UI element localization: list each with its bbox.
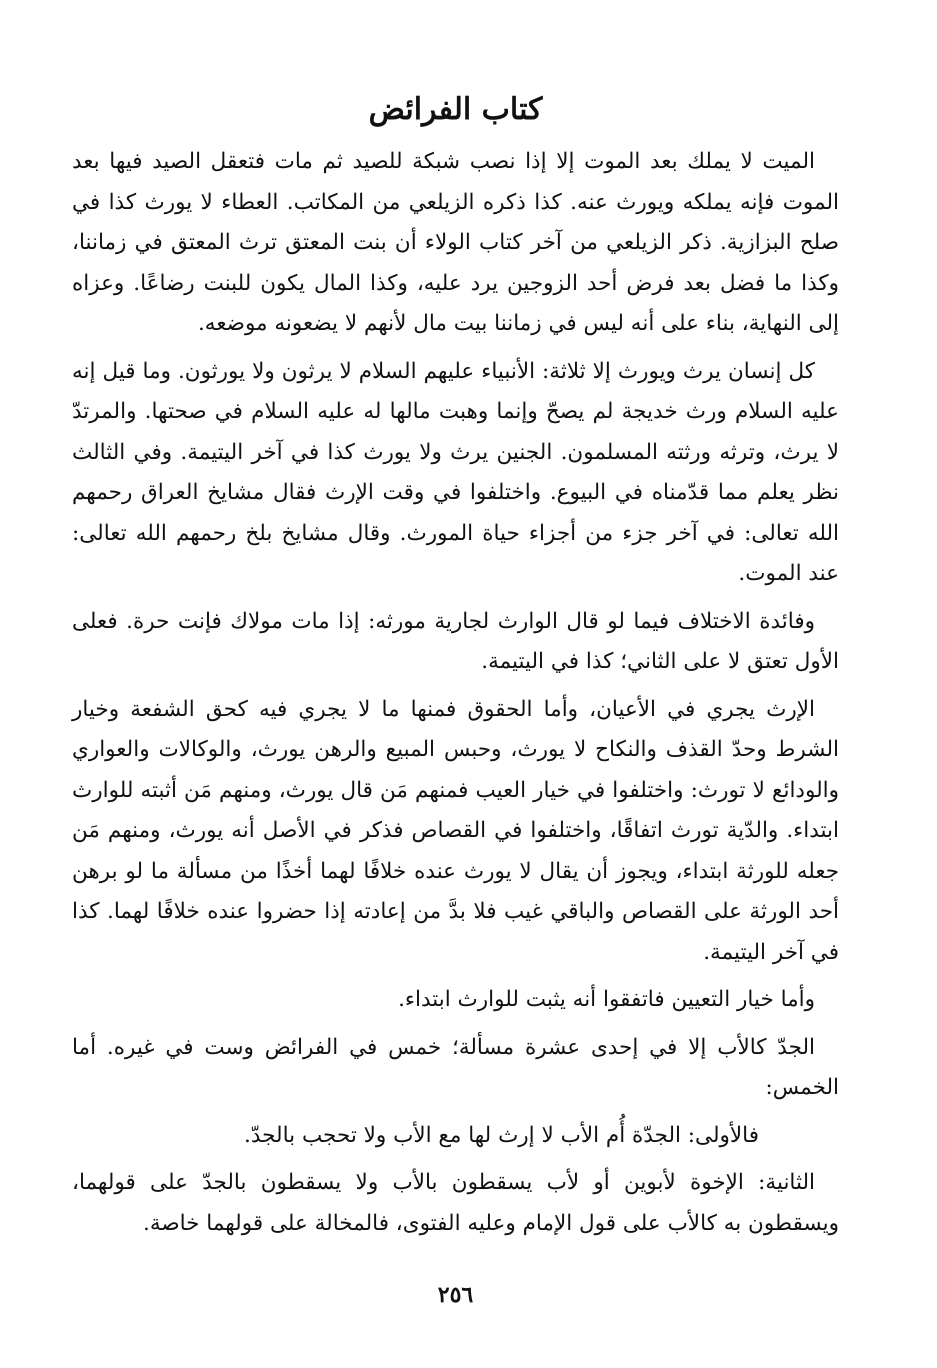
page-number: ٢٥٦ xyxy=(437,1282,474,1308)
document-page xyxy=(72,86,839,1308)
chapter-title: كتاب الفرائض xyxy=(368,92,543,127)
paragraph-inheritance-after-death: الميت لا يملك بعد الموت إلا إذا نصب شبكة للصيد ثم مات فتعقل الصيد فيها بعد الموت فإنه يملكه ويورث عنه. كذا ذكره الزيلعي من المكاتب. العطاء لا يورث كذا في صلح البزازية. ذكر الزيلعي من آخر كتاب الولاء أن بنت المعتق ترث المعتق في زماننا، وكذا ما فضل بعد فرض أحد الزوجين يرد عليه، وكذا المال يكون للبنت رضاعًا. وعزاه إلى النهاية، بناء على أنه ليس في زماننا بيت مال لأنهم لا يضعونه موضعه. xyxy=(72,149,839,336)
paragraph-second-case: الثانية: الإخوة لأبوين أو لأب يسقطون بالأب ولا يسقطون بالجدّ على قولهما، ويسقطون به كالأب على قول الإمام وعليه الفتوى، فالمخالة على قولهما خاصة. xyxy=(72,1170,839,1236)
paragraph-option-of-selection: وأما خيار التعيين فاتفقوا أنه يثبت للوارث ابتداء. xyxy=(398,987,815,1012)
paragraph-first-case: فالأولى: الجدّة أُم الأب لا إرث لها مع الأب ولا تحجب بالجدّ. xyxy=(244,1122,759,1148)
paragraph-who-inherits: كل إنسان يرث ويورث إلا ثلاثة: الأنبياء عليهم السلام لا يرثون ولا يورثون. وما قيل إنه عليه السلام ورث خديجة لم يصحّ وإنما وهبت مالها له عليه السلام في صحتها. والمرتدّ لا يرث، وترثه ورثته المسلمون. الجنين يرث ولا يورث كذا في آخر اليتيمة. وفي الثالث نظر يعلم مما قدّمناه في البيوع. واختلفوا في وقت الإرث فقال مشايخ العراق رحمهم الله تعالى: في آخر جزء من أجزاء حياة المورث. وقال مشايخ بلخ رحمهم الله تعالى: عند الموت. xyxy=(72,358,839,586)
paragraph-inheritance-of-rights: الإرث يجري في الأعيان، وأما الحقوق فمنها ما لا يجري فيه كحق الشفعة وخيار الشرط وحدّ القذف والنكاح لا يورث، وحبس المبيع والرهن يورث، والوكالات والعواري والودائع لا تورث: واختلفوا في خيار العيب فمنهم مَن قال يورث، ومنهم مَن أثبته للوارث ابتداء. والدّية تورث اتفاقًا، واختلفوا في القصاص فذكر في الأصل أنه يورث، ومنهم مَن جعله للورثة ابتداء، ويجوز أن يقال لا يورث عنده خلافًا لهما أخذًا من مسألة ما لو برهن أحد الورثة على القصاص والباقي غيب فلا بدَّ من إعادته إذا حضروا عنده خلافًا لهما. كذا في آخر اليتيمة. xyxy=(72,696,839,965)
paragraph-difference-benefit: وفائدة الاختلاف فيما لو قال الوارث لجارية مورثه: إذا مات مولاك فإنت حرة. فعلى الأول تعتق لا على الثاني؛ كذا في اليتيمة. xyxy=(72,608,839,674)
paragraph-grandfather-like-father: الجدّ كالأب إلا في إحدى عشرة مسألة؛ خمس في الفرائض وست في غيره. أما الخمس: xyxy=(72,1034,839,1100)
